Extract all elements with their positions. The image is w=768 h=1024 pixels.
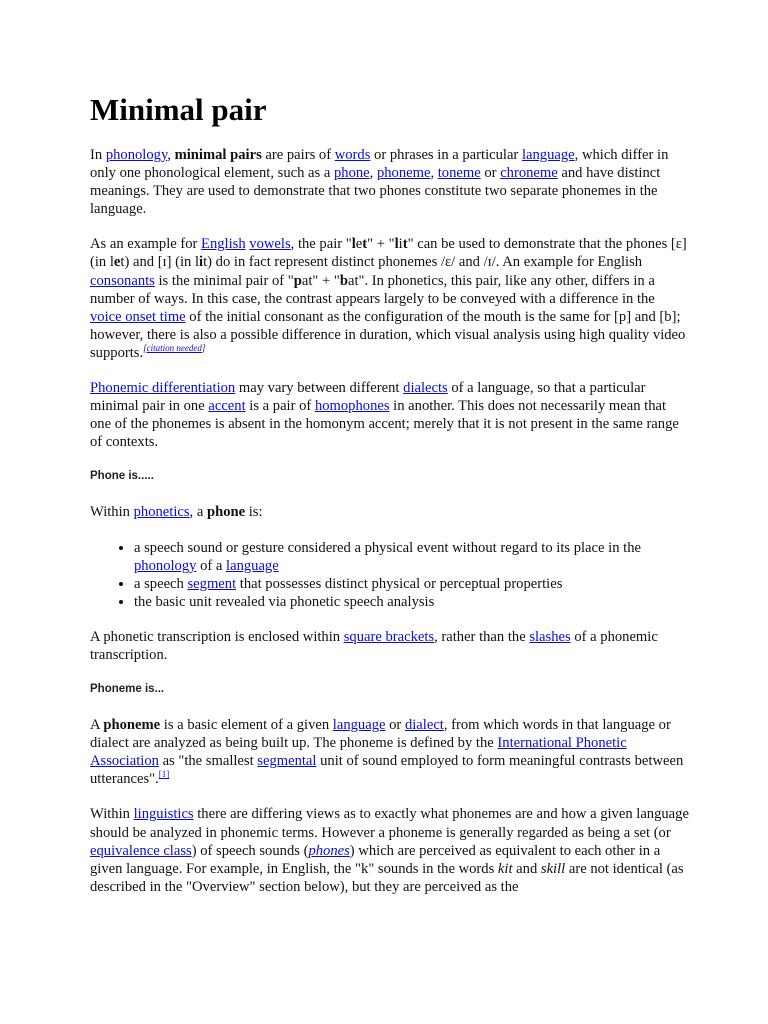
text: that possesses distinct physical or perceptual properties	[236, 575, 563, 592]
link-phonemic-differentiation[interactable]: Phonemic differentiation	[90, 380, 236, 397]
link-equivalence-class[interactable]: equivalence class	[90, 842, 192, 859]
text: , from which words in that language or dialect are analyzed as being built up. The phoneme is defined by the	[90, 717, 671, 752]
text: are not identical (as described in the "Overview" section below), but they are perceived as the	[90, 860, 684, 895]
link-phonology[interactable]: phonology	[105, 147, 168, 163]
link-chroneme[interactable]: chroneme	[500, 165, 558, 182]
text: Within	[90, 504, 134, 521]
text: there are differing views as to exactly what phonemes are and how a given language should be analyzed in phonemic terms. However a phoneme is generally regarded as being a set (or	[90, 806, 689, 841]
link-square-brackets[interactable]: square brackets	[343, 628, 435, 645]
text: " can be used to demonstrate that the phones [ɛ] (in l	[90, 236, 687, 271]
text: " + "	[367, 236, 395, 253]
section-heading-phone: Phone is.....	[90, 470, 154, 483]
text: , which differ in only one phonological element, such as a	[90, 147, 669, 182]
link-voice-onset-time[interactable]: voice onset time	[90, 308, 186, 325]
text: unit of sound employed to form meaningful contrasts between utterances".	[90, 753, 684, 788]
differentiation-paragraph	[90, 379, 690, 451]
link-segmental[interactable]: segmental	[257, 753, 317, 770]
link-slashes[interactable]: slashes	[529, 628, 571, 645]
cite-bracket: ]	[201, 343, 206, 354]
link-segment[interactable]: segment	[187, 575, 237, 592]
text: , rather than the	[434, 628, 530, 645]
link-linguistics[interactable]: linguistics	[133, 806, 194, 823]
link-phonology[interactable]: phonology	[134, 557, 197, 574]
bold-letter: t	[402, 236, 408, 253]
text: is:	[245, 504, 263, 521]
bold-term: phone	[206, 504, 246, 521]
text: or phrases in a particular	[370, 147, 522, 163]
bold-letter: l	[394, 236, 399, 253]
bold-letter: b	[339, 272, 348, 289]
section-heading-phoneme: Phoneme is...	[90, 683, 165, 696]
text: i	[398, 236, 403, 253]
text: at". In phonetics, this pair, like any other, differs in a number of ways. In this case, the contrast appears largely to be conveyed with a difference in the	[90, 272, 655, 307]
bold-letter: i	[199, 254, 204, 271]
text: or	[385, 717, 405, 734]
text: of a language, so that a particular minimal pair in one	[90, 380, 646, 415]
text: In	[90, 147, 106, 163]
text: or	[480, 165, 501, 182]
intro-paragraph	[90, 146, 690, 218]
text: of a phonemic transcription.	[90, 628, 658, 663]
text: a speech sound or gesture considered a physical event without regard to its place in the	[134, 539, 641, 556]
link-phoneme[interactable]: phoneme	[376, 165, 431, 182]
text: As an example for	[90, 236, 202, 253]
text: and have distinct meanings. They are used to demonstrate that two phones constitute two separate phonemes in the language.	[90, 165, 661, 218]
text: ,	[167, 147, 175, 163]
phoneme-definition-paragraph	[90, 716, 690, 788]
bold-term: phoneme	[103, 717, 161, 734]
link-homophones[interactable]: homophones	[314, 398, 390, 415]
phone-definition-list	[90, 539, 690, 611]
bold-letter: e	[113, 254, 121, 271]
article-body	[90, 146, 690, 913]
link-dialect[interactable]: dialect	[404, 717, 444, 734]
bold-letter: p	[293, 272, 302, 289]
text: ) of speech sounds (	[191, 842, 309, 859]
transcription-paragraph	[90, 628, 690, 664]
text: t) do in fact represent distinct phonemes /ɛ/ and /ɪ/. An example for English	[203, 254, 643, 271]
link-language[interactable]: language	[226, 557, 279, 574]
text: of the initial consonant as the configuration of the mouth is the same for [p] and [b]; however, there is also a possible difference in duration, which visual analysis using high quality video supports.	[90, 308, 686, 361]
text: , the pair "	[290, 236, 352, 253]
link-dialects[interactable]: dialects	[403, 380, 448, 397]
link-english[interactable]: English	[201, 236, 246, 253]
text: may vary between different	[235, 380, 404, 397]
link-words[interactable]: words	[334, 147, 371, 163]
list-item	[134, 593, 690, 611]
italic-word: skill	[540, 860, 566, 877]
bold-term: minimal pairs	[174, 147, 262, 163]
link-citation-needed[interactable]: citation needed	[146, 343, 202, 354]
text: ,	[430, 165, 438, 182]
text: a speech	[134, 575, 188, 592]
text: e	[355, 236, 363, 253]
link-phone[interactable]: phone	[333, 165, 370, 182]
phone-intro-paragraph	[90, 503, 690, 521]
text: A phonetic transcription is enclosed within	[90, 628, 344, 645]
text: Within	[90, 806, 134, 823]
text: ) which are perceived as equivalent to each other in a given language. For example, in English, the "k" sounds in the words	[90, 842, 661, 877]
link-vowels[interactable]: vowels	[249, 236, 291, 253]
text: A	[90, 717, 104, 734]
link-language[interactable]: language	[521, 147, 575, 163]
page-title: Minimal pair	[90, 92, 267, 127]
cite-bracket: [	[143, 343, 147, 354]
text: and	[512, 860, 541, 877]
list-item	[134, 575, 690, 593]
footnote-ref	[159, 769, 170, 779]
text: at" + "	[301, 272, 340, 289]
text: t) and [ɪ] (in l	[120, 254, 200, 271]
italic-word: kit	[497, 860, 513, 877]
text: in another. This does not necessarily mean that one of the phonemes is absent in the homonym accent; merely that it is not present in the same range of contexts.	[90, 398, 679, 451]
bold-letter: t	[362, 236, 368, 253]
linguistics-paragraph	[90, 805, 690, 895]
text: as "the smallest	[158, 753, 258, 770]
text: of a	[196, 557, 227, 574]
link-accent[interactable]: accent	[208, 398, 246, 415]
text: is a pair of	[245, 398, 315, 415]
link-consonants[interactable]: consonants	[90, 272, 155, 289]
link-language[interactable]: language	[332, 717, 386, 734]
link-international-phonetic-association[interactable]: International Phonetic Association	[90, 735, 627, 770]
example-paragraph	[90, 235, 690, 362]
text: is the minimal pair of "	[154, 272, 294, 289]
citation-needed	[143, 343, 205, 353]
link-phones[interactable]: phones	[308, 842, 350, 859]
text: , a	[189, 504, 207, 521]
text: is a basic element of a given	[160, 717, 333, 734]
text: the basic unit revealed via phonetic speech analysis	[134, 593, 435, 610]
link-phonetics[interactable]: phonetics	[133, 504, 190, 521]
bold-letter: l	[351, 236, 356, 253]
link-footnote-1[interactable]: [1]	[158, 769, 170, 780]
list-item	[134, 539, 690, 575]
text: are pairs of	[261, 147, 335, 163]
link-toneme[interactable]: toneme	[437, 165, 481, 182]
text: ,	[369, 165, 377, 182]
